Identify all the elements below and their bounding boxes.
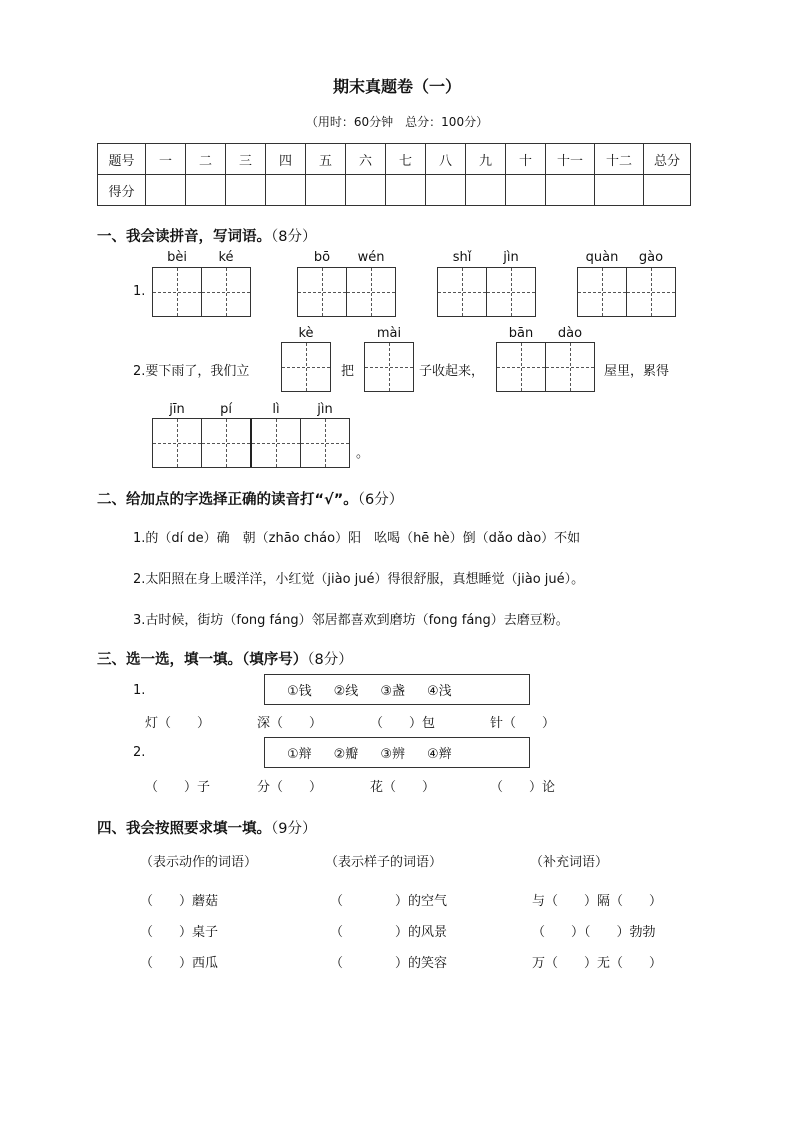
score-col: 总分 [644, 144, 691, 175]
pinyin: bèi [167, 250, 187, 265]
score-col: 九 [466, 144, 506, 175]
q2-text: 屋里，累得 [604, 364, 670, 379]
fill-blank[interactable]: （ ）（ ）勃勃 [532, 925, 656, 940]
score-cell[interactable] [186, 175, 226, 206]
score-cell[interactable] [306, 175, 346, 206]
pinyin: jìn [503, 250, 519, 265]
score-col: 四 [266, 144, 306, 175]
tianzi-grid[interactable] [152, 267, 251, 317]
section-2-title [97, 488, 403, 509]
pinyin: jīn [169, 402, 185, 417]
column-header: （表示样子的词语） [325, 855, 443, 870]
sec3-q1-options [264, 674, 530, 705]
pinyin: dào [557, 326, 583, 341]
section-1-title [97, 225, 316, 246]
q2-text: 子收起来， [419, 364, 485, 379]
tianzi-grid[interactable] [364, 342, 414, 392]
q2-end: 。 [356, 446, 370, 461]
column-header: （补充词语） [530, 855, 609, 870]
option: ④辫 [426, 747, 452, 762]
score-cell[interactable] [386, 175, 426, 206]
score-col: 十一 [546, 144, 595, 175]
tianzi-grid[interactable] [281, 342, 331, 392]
fill-blank[interactable]: （ ）包 [370, 716, 436, 731]
fill-blank[interactable]: （ ）的风景 [330, 925, 448, 940]
score-cell[interactable] [595, 175, 644, 206]
column-header: （表示动作的词语） [140, 855, 258, 870]
q1-number: 1. [133, 284, 146, 299]
fill-blank[interactable]: （ ）子 [145, 780, 211, 795]
pinyin: bān [508, 326, 534, 341]
q2-prefix [133, 360, 249, 379]
section-4-points: （9分） [271, 821, 317, 837]
pinyin: bō [313, 250, 331, 265]
fill-blank[interactable]: （ ）论 [490, 780, 556, 795]
score-col: 三 [226, 144, 266, 175]
pinyin: shǐ [452, 250, 472, 265]
fill-blank[interactable]: 灯（ ） [145, 716, 211, 731]
option: ②瓣 [333, 747, 359, 762]
section-2-title-text: 二、给加点的字选择正确的读音打“√”。 [97, 492, 358, 508]
fill-blank[interactable]: （ ）的笑容 [330, 956, 448, 971]
sec2-line: 1.的（dí de）确 朝（zhāo cháo）阳 吆喝（hē hè）倒（dǎo dào）不如 [133, 531, 581, 546]
pinyin: pí [220, 402, 232, 417]
fill-blank[interactable]: （ ）的空气 [330, 894, 448, 909]
score-cell[interactable] [466, 175, 506, 206]
score-cell[interactable] [266, 175, 306, 206]
option: ③盏 [380, 684, 405, 699]
section-3-points: （8分） [307, 652, 353, 668]
score-table-header-row [98, 144, 691, 175]
section-1-title-text: 一、我会读拼音，写词语。 [97, 229, 271, 245]
fill-blank[interactable]: 深（ ） [257, 716, 323, 731]
fill-blank[interactable]: （ ）桌子 [140, 925, 219, 940]
score-cell[interactable] [346, 175, 386, 206]
q2-text: 把 [341, 364, 355, 379]
score-cell[interactable] [546, 175, 595, 206]
option: ①辩 [287, 747, 312, 762]
q2-text: 要下雨了，我们立 [145, 364, 250, 379]
fill-blank[interactable]: 万（ ）无（ ） [532, 956, 663, 971]
section-2-points: （6分） [357, 492, 404, 508]
section-3-title-text: 三、选一选，填一填。（填序号） [97, 652, 308, 668]
fill-blank[interactable]: 针（ ） [490, 716, 556, 731]
score-col: 六 [346, 144, 386, 175]
tianzi-grid[interactable] [496, 342, 595, 392]
pinyin: jìn [317, 402, 333, 417]
page-title: 期末真题卷（一） [332, 77, 461, 96]
fill-blank[interactable]: 与（ ）隔（ ） [532, 894, 663, 909]
score-col: 五 [306, 144, 346, 175]
fill-blank[interactable]: （ ）西瓜 [140, 956, 219, 971]
score-cell[interactable] [506, 175, 546, 206]
sec2-line: 3.古时候，街坊（fong fáng）邻居都喜欢到磨坊（fong fáng）去磨豆粉。 [133, 613, 569, 628]
pinyin: ké [218, 250, 234, 265]
score-col: 一 [146, 144, 186, 175]
score-table [97, 143, 691, 206]
pinyin: mài [376, 326, 402, 341]
option: ④浅 [426, 684, 452, 699]
section-4-title-text: 四、我会按照要求填一填。 [97, 821, 271, 837]
sec3-q1-number: 1. [133, 683, 146, 698]
fill-blank[interactable]: （ ）蘑菇 [140, 894, 219, 909]
pinyin: quàn [585, 250, 619, 265]
tianzi-grid[interactable] [577, 267, 676, 317]
score-cell[interactable] [426, 175, 466, 206]
tianzi-grid[interactable] [437, 267, 536, 317]
score-col: 二 [186, 144, 226, 175]
score-row-label: 得分 [98, 175, 146, 206]
pinyin: gào [638, 250, 664, 265]
section-1-points: （8分） [271, 229, 317, 245]
score-col: 十二 [595, 144, 644, 175]
sec3-q2-options [264, 737, 530, 768]
score-col: 十 [506, 144, 546, 175]
score-col: 七 [386, 144, 426, 175]
q2-number: 2. [133, 364, 146, 379]
pinyin: kè [298, 326, 314, 341]
sec2-line: 2.太阳照在身上暖洋洋，小红觉（jiào jué）得很舒服，真想睡觉（jiào jué）。 [133, 572, 585, 587]
score-table-score-row [98, 175, 691, 206]
tianzi-grid[interactable] [152, 418, 350, 468]
score-cell[interactable] [146, 175, 186, 206]
option: ③辨 [380, 747, 405, 762]
pinyin: wén [357, 250, 385, 265]
sec3-q2-number: 2. [133, 745, 146, 760]
score-cell[interactable] [226, 175, 266, 206]
pinyin: lì [272, 402, 280, 417]
section-3-title [97, 648, 353, 669]
score-header-label: 题号 [98, 144, 146, 175]
option: ①钱 [287, 684, 312, 699]
tianzi-grid[interactable] [297, 267, 396, 317]
score-cell[interactable] [644, 175, 691, 206]
page-subtitle: （用时：60分钟 总分：100分） [305, 115, 489, 129]
fill-blank[interactable]: 花（ ） [370, 780, 436, 795]
section-4-title [97, 817, 316, 838]
score-col: 八 [426, 144, 466, 175]
option: ②线 [333, 684, 359, 699]
fill-blank[interactable]: 分（ ） [257, 780, 323, 795]
